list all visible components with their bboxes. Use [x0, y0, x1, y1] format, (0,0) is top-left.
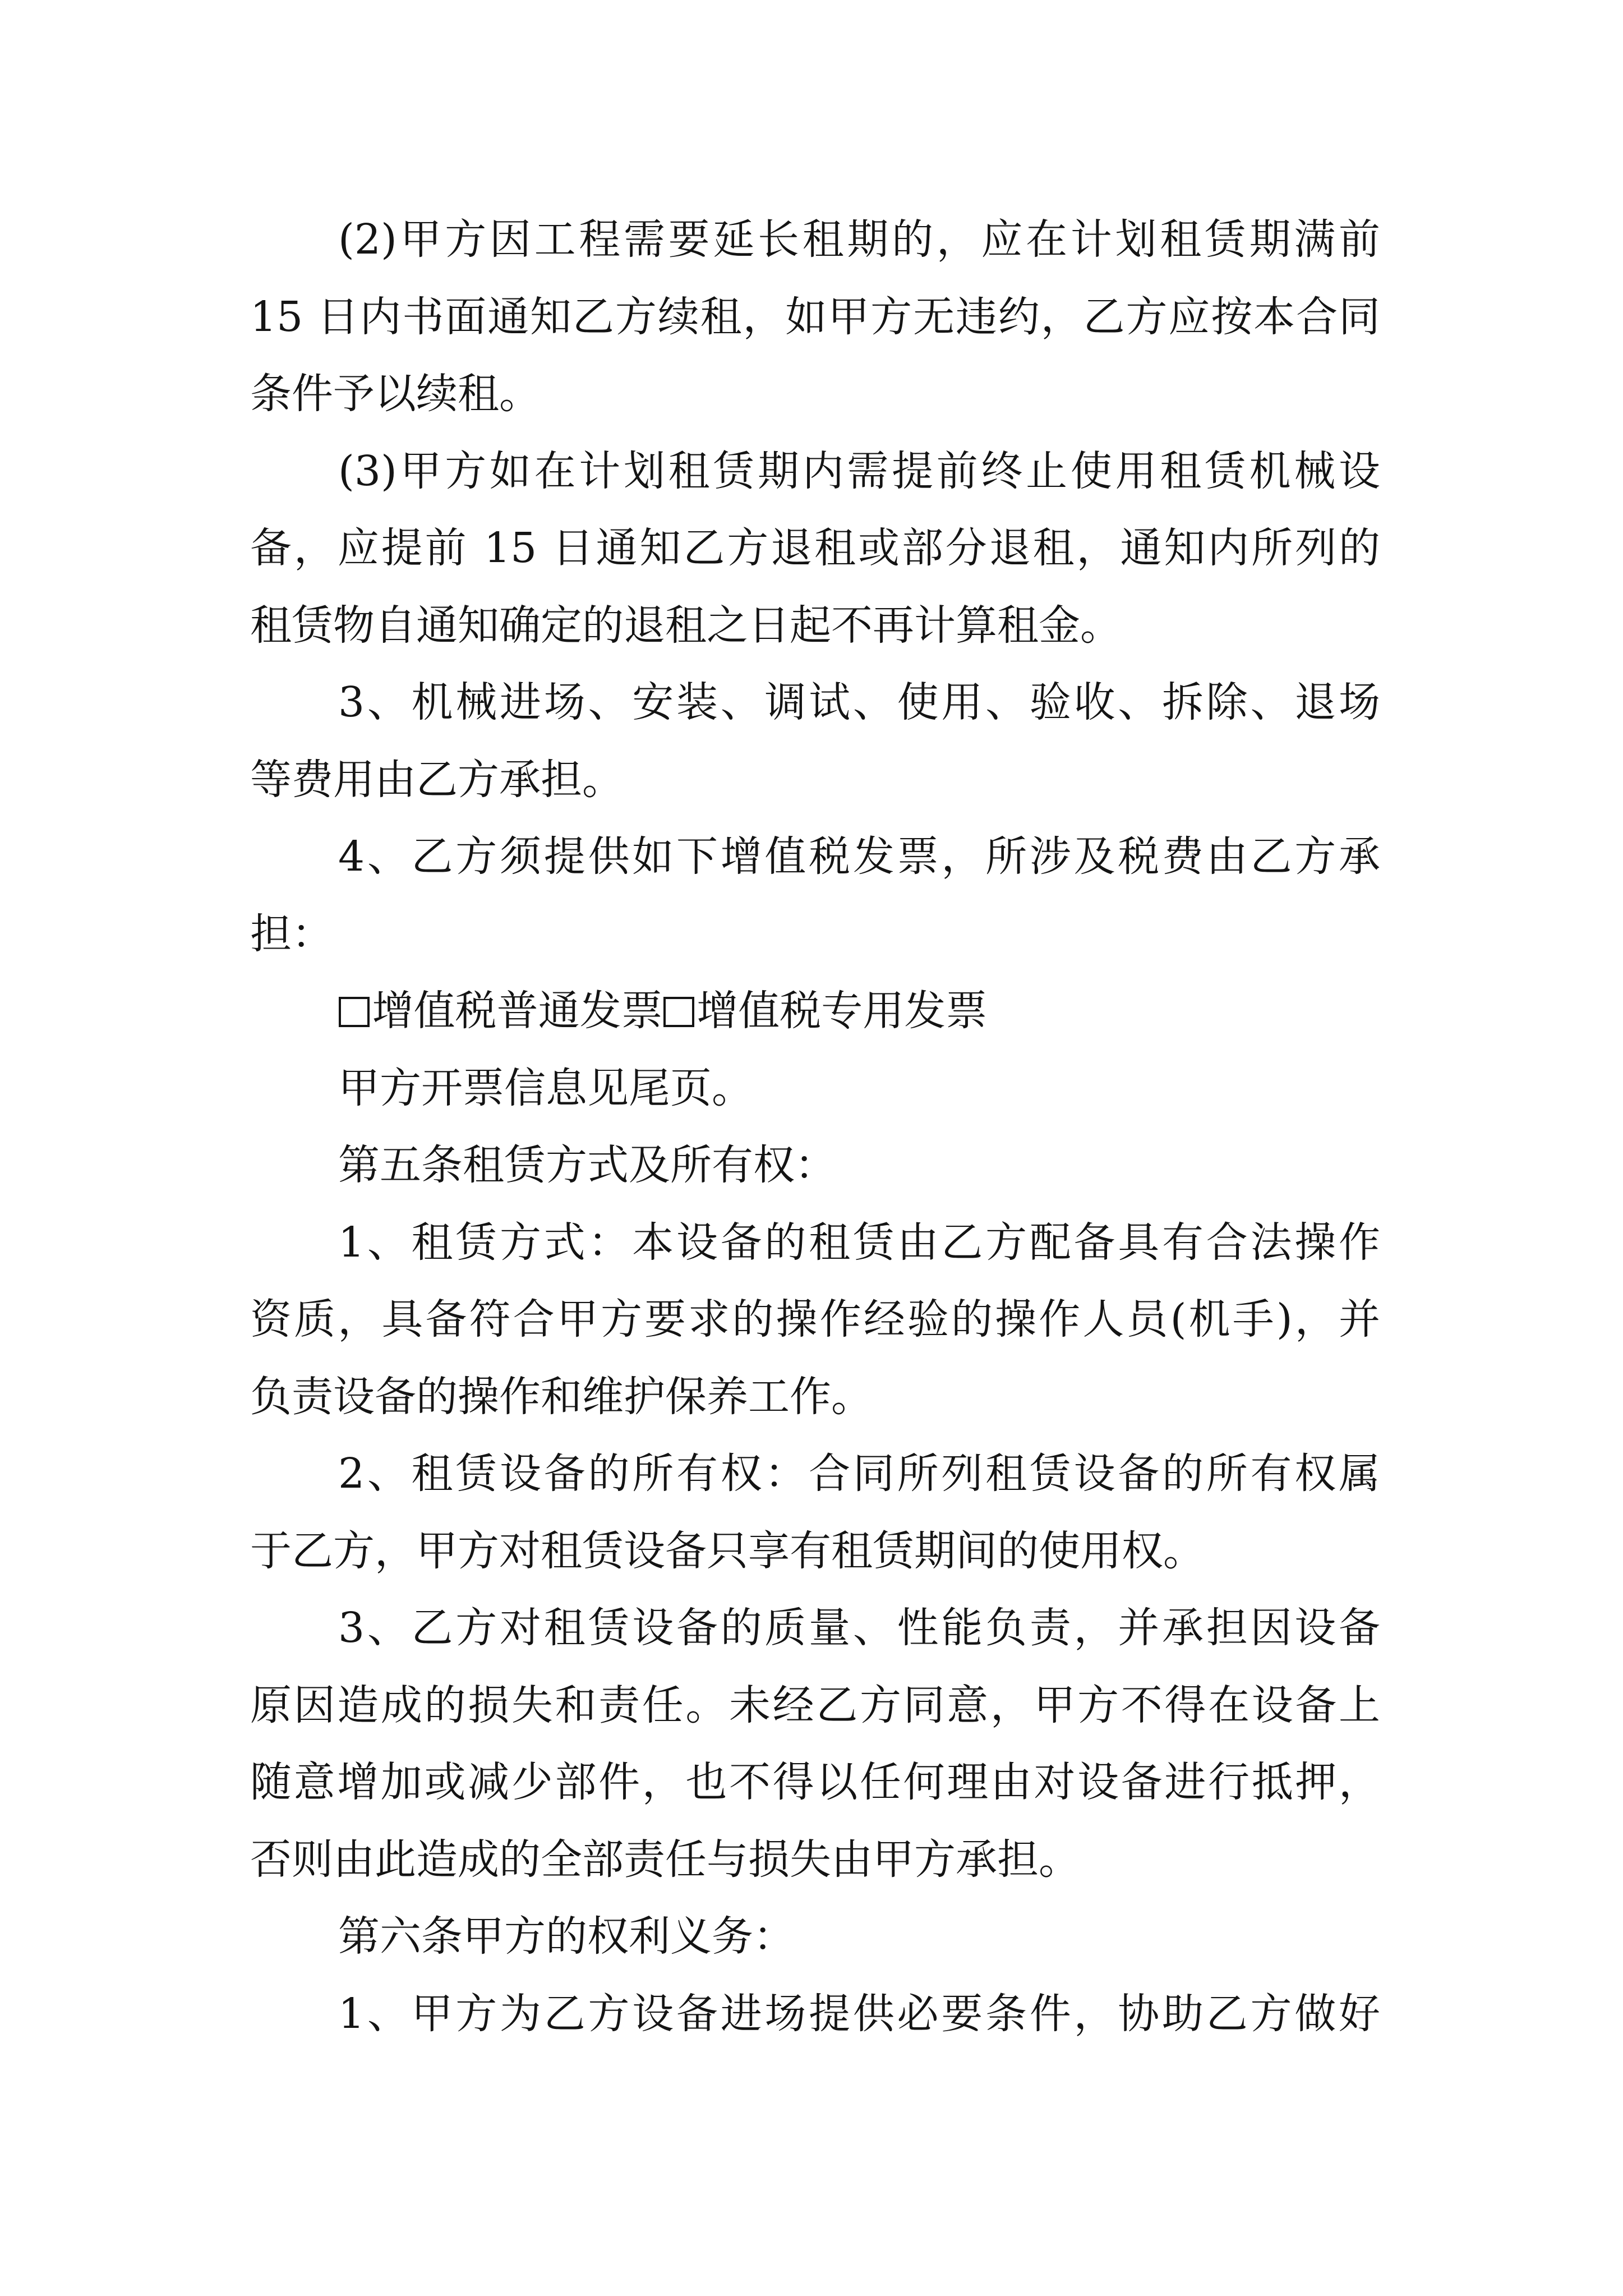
- paragraph-entry-costs-clause: [250, 664, 1380, 818]
- section-heading: 第六条甲方的权利义务：: [338, 1912, 795, 1961]
- text-line: 4、乙方须提供如下增值税发票，所涉及税费由乙方承: [338, 832, 1380, 881]
- text-line: 否则由此造成的全部责任与损失由甲方承担。: [250, 1835, 1080, 1884]
- document-body: [250, 201, 1380, 2053]
- text-line: 1、甲方为乙方设备进场提供必要条件，协助乙方做好: [338, 1989, 1380, 2038]
- paragraph-billing-info-note: [250, 1050, 1380, 1128]
- text-line: 原因造成的损失和责任。未经乙方同意，甲方不得在设备上: [250, 1681, 1380, 1729]
- text-line: 2、租赁设备的所有权：合同所列租赁设备的所有权属: [338, 1450, 1380, 1498]
- paragraph-lease-method: [250, 1204, 1380, 1436]
- paragraph-invoice-clause: [250, 818, 1380, 973]
- text-line: 条件予以续租。: [250, 370, 541, 418]
- paragraph-equipment-liability: [250, 1590, 1380, 1898]
- text-line: (3)甲方如在计划租赁期内需提前终止使用租赁机械设: [338, 447, 1380, 495]
- text-line: 担：: [250, 909, 333, 958]
- paragraph-early-termination-clause: [250, 433, 1380, 665]
- paragraph-party-a-duties: [250, 1976, 1380, 2053]
- text-line: 租赁物自通知确定的退租之日起不再计算租金。: [250, 601, 1122, 650]
- text-line: 负责设备的操作和维护保养工作。: [250, 1372, 873, 1421]
- text-line: 随意增加或减少部件，也不得以任何理由对设备进行抵押，: [250, 1758, 1380, 1806]
- text-line: 1、租赁方式：本设备的租赁由乙方配备具有合法操作: [338, 1218, 1380, 1267]
- checkbox-icon: [663, 997, 694, 1028]
- text-line: 于乙方，甲方对租赁设备只享有租赁期间的使用权。: [250, 1526, 1205, 1575]
- article-heading-5: [250, 1127, 1380, 1204]
- invoice-options-line: [250, 973, 1380, 1050]
- text-line: (2)甲方因工程需要延长租期的，应在计划租赁期满前: [338, 215, 1380, 264]
- invoice-option-label: 增值税普通发票: [372, 987, 663, 1035]
- text-line: 15 日内书面通知乙方续租，如甲方无违约，乙方应按本合同: [250, 292, 1380, 341]
- text-line: 备，应提前 15 日通知乙方退租或部分退租，通知内所列的: [250, 524, 1380, 572]
- checkbox-icon: [339, 997, 370, 1028]
- paragraph-extension-clause: [250, 201, 1380, 433]
- text-line: 3、乙方对租赁设备的质量、性能负责，并承担因设备: [338, 1604, 1380, 1652]
- invoice-type-options: [250, 973, 1380, 1050]
- invoice-option-label: 增值税专用发票: [697, 987, 988, 1035]
- text-line: 3、机械进场、安装、调试、使用、验收、拆除、退场: [338, 678, 1380, 726]
- text-line: 资质，具备符合甲方要求的操作经验的操作人员(机手)，并: [250, 1295, 1380, 1343]
- text-line: 甲方开票信息见尾页。: [338, 1064, 753, 1112]
- section-heading: 第五条租赁方式及所有权：: [338, 1141, 836, 1189]
- text-line: 等费用由乙方承担。: [250, 755, 624, 804]
- paragraph-ownership: [250, 1435, 1380, 1590]
- article-heading-6: [250, 1898, 1380, 1976]
